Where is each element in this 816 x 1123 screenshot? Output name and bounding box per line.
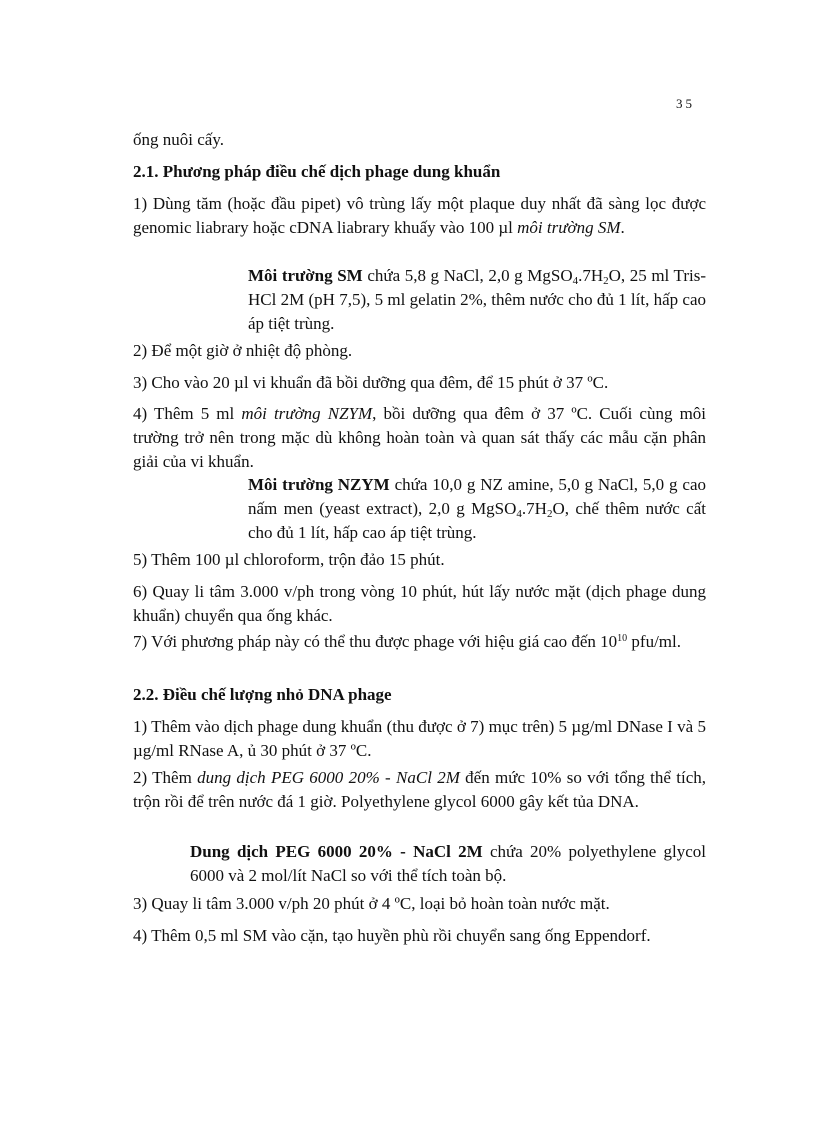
step-2: 2) Để một giờ ở nhiệt độ phòng. <box>133 341 353 360</box>
step-4-text-a: 4) Thêm 5 ml <box>133 404 235 423</box>
note-nzym-term: Môi trường NZYM <box>248 475 390 494</box>
paragraph-continuation: ống nuôi cấy. <box>133 130 224 149</box>
note-nzym-sub-4: 4 <box>516 508 522 520</box>
note-sm-text-b: .7H <box>578 266 604 285</box>
dna-step-1: 1) Thêm vào dịch phage dung khuẩn (thu được ở 7) mục trên) 5 µg/ml DNase I và 5 µg/ml RNase A, ủ 30 phút ở 37 ºC. <box>133 717 706 760</box>
section-heading-2-1: 2.1. Phương pháp điều chế dịch phage dung khuẩn <box>133 162 501 181</box>
dna-step-4: 4) Thêm 0,5 ml SM vào cặn, tạo huyền phù rồi chuyển sang ống Eppendorf. <box>133 926 651 945</box>
note-sm-sub-2: 2 <box>603 275 609 287</box>
page-number: 35 <box>676 96 695 111</box>
step-3: 3) Cho vào 20 µl vi khuẩn đã bồi dưỡng qua đêm, để 15 phút ở 37 ºC. <box>133 373 609 392</box>
step-4-text-b: , bồi dưỡng qua đêm ở 37 ºC. Cuối cùng môi trường trở nên trong mặc dù không hoàn toàn và quan sát thấy các mẫu cặn phân giải của vi khuẩn. <box>133 404 707 471</box>
step-1-end: . <box>620 218 625 237</box>
dna-step-2-solution: dung dịch PEG 6000 20% - NaCl 2M <box>197 768 460 787</box>
step-6: 6) Quay li tâm 3.000 v/ph trong vòng 10 phút, hút lấy nước mặt (dịch phage dung khuẩn) chuyển qua ống khác. <box>133 582 706 625</box>
dna-step-2 <box>133 766 706 814</box>
note-nzym-medium <box>248 473 706 545</box>
step-4 <box>133 402 706 474</box>
step-7-text: 7) Với phương pháp này có thể thu được phage với hiệu giá cao đến 10 <box>133 632 618 651</box>
note-nzym-sub-2: 2 <box>546 508 553 520</box>
note-sm-sub-4: 4 <box>572 275 579 287</box>
dna-step-2-text-a: 2) Thêm <box>133 768 192 787</box>
note-sm-medium <box>248 264 706 336</box>
note-nzym-text-b: .7H <box>521 499 547 518</box>
note-peg-text: chứa 20% polyethylene glycol 6000 và 2 mol/lít NaCl so với thể tích toàn bộ. <box>190 842 707 885</box>
step-5: 5) Thêm 100 µl chloroform, trộn đảo 15 phút. <box>133 550 445 569</box>
note-peg-solution <box>190 840 706 888</box>
note-sm-term: Môi trường SM <box>248 266 363 285</box>
note-nzym-text-a: chứa 10,0 g NZ amine, 5,0 g NaCl, 5,0 g cao nấm men (yeast extract), 2,0 g MgSO <box>248 475 706 518</box>
step-1 <box>133 192 706 240</box>
step-7-exponent: 10 <box>617 633 628 644</box>
dna-step-2-text-b: đến mức 10% so với tổng thể tích, trộn rồi để trên nước đá 1 giờ. Polyethylene glycol 6000 gây kết tủa DNA. <box>133 768 706 811</box>
dna-step-3: 3) Quay li tâm 3.000 v/ph 20 phút ở 4 ºC, loại bỏ hoàn toàn nước mặt. <box>133 894 610 913</box>
step-1-text: 1) Dùng tăm (hoặc đầu pipet) vô trùng lấy một plaque duy nhất đã sàng lọc được genomic liabrary hoặc cDNA liabrary khuấy vào 100 µl <box>133 194 706 237</box>
section-heading-2-2: 2.2. Điều chế lượng nhỏ DNA phage <box>133 685 392 704</box>
note-sm-text-c: O, 25 ml Tris-HCl 2M (pH 7,5), 5 ml gelatin 2%, thêm nước cho đủ 1 lít, hấp cao áp tiệt trùng. <box>248 266 707 333</box>
note-nzym-text-c: O, chế thêm nước cất cho đủ 1 lít, hấp cao áp tiệt trùng. <box>248 499 706 542</box>
step-1-medium: môi trường SM <box>517 218 621 237</box>
step-7-unit: pfu/ml. <box>631 632 681 651</box>
note-sm-text-a: chứa 5,8 g NaCl, 2,0 g MgSO <box>367 266 573 285</box>
step-4-medium: môi trường NZYM <box>241 404 373 423</box>
step-7 <box>133 630 706 654</box>
note-peg-term: Dung dịch PEG 6000 20% - NaCl 2M <box>190 842 483 861</box>
